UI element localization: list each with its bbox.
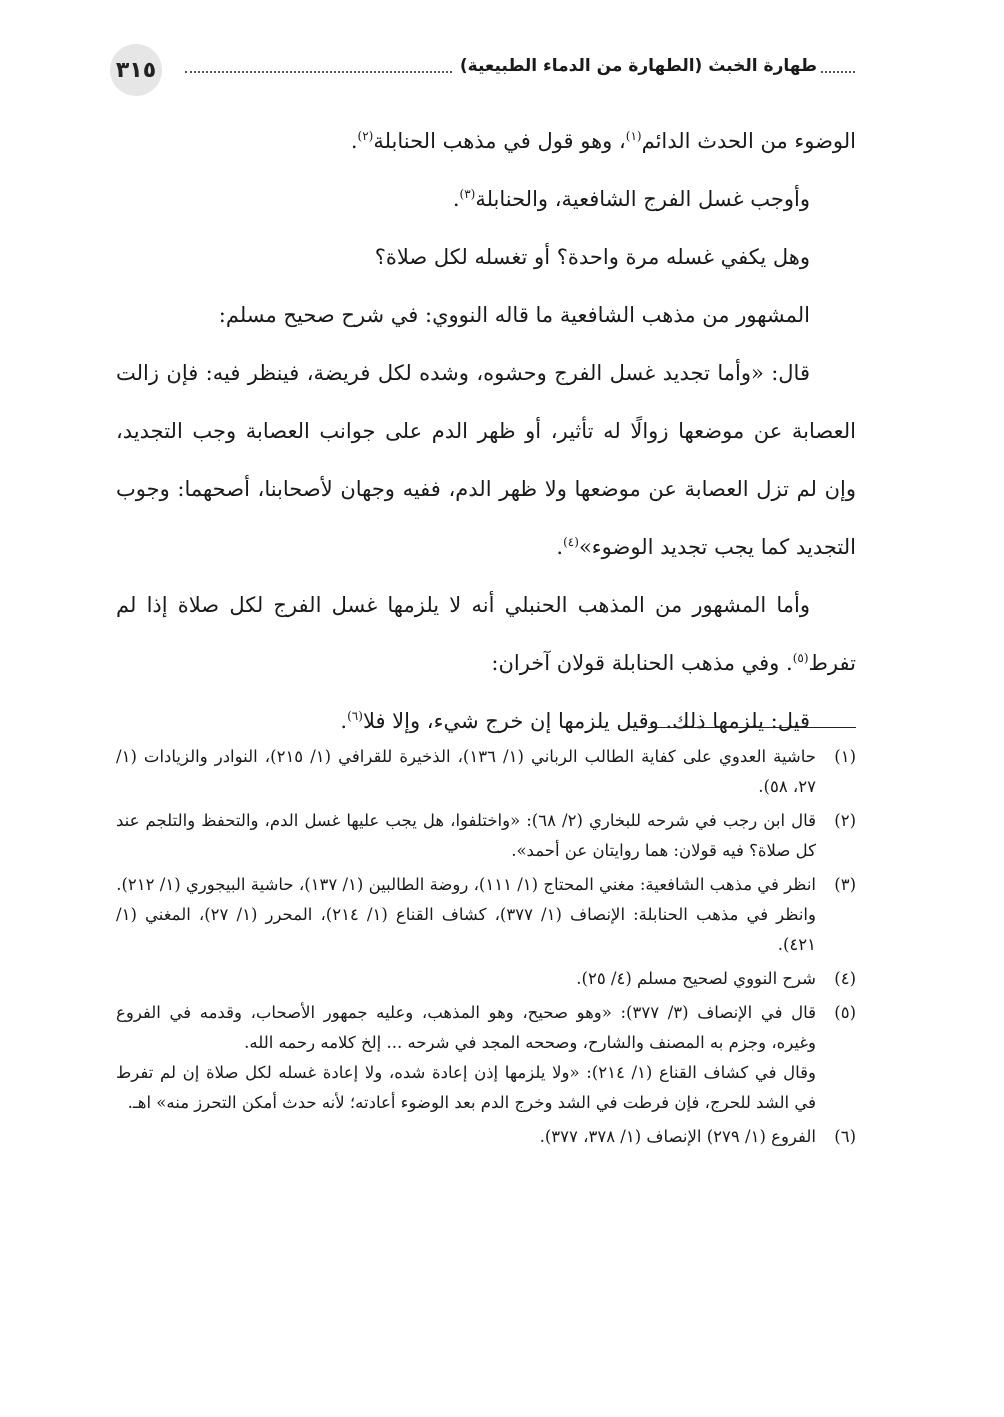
footnote-text: حاشية العدوي على كفاية الطالب الرباني (١/ ١٣٦)، الذخيرة للقرافي (١/ ٢١٥)، النوادر والزيادات (١/ ٢٧، ٥٨). bbox=[116, 747, 816, 796]
running-title bbox=[185, 56, 855, 76]
footnote-number: (٥) bbox=[834, 1003, 856, 1022]
footnote-ref-2: (٢) bbox=[357, 129, 374, 143]
footnote-number: (٤) bbox=[834, 969, 856, 988]
paragraph-7: قيل: يلزمها ذلك. وقيل يلزمها إن خرج شيء، وإلا فلا$^{(٦)}$. bbox=[340, 709, 810, 733]
footnote-number: (١) bbox=[834, 747, 856, 766]
paragraph-2: وأوجب غسل الفرج الشافعية، والحنابلة$^{(٣)}$. bbox=[452, 187, 810, 211]
footnote-ref-4: (٤) bbox=[563, 535, 579, 549]
footnote-text: قال في الإنصاف (٣/ ٣٧٧): «وهو صحيح، وهو المذهب، وعليه جمهور الأصحاب، وقدمه في الفروع وغيره، وجزم به المصنف والشارح، وصححه المجد في شرحه ... إلخ كلامه رحمه الله. bbox=[116, 1003, 816, 1052]
leader-dots-left bbox=[185, 59, 452, 73]
footnote-ref-3: (٣) bbox=[459, 187, 476, 201]
footnote-1 bbox=[116, 742, 856, 802]
footnote-number: (٢) bbox=[834, 811, 856, 830]
footnote-3 bbox=[116, 870, 856, 960]
footnote-text: الفروع (١/ ٢٧٩) الإنصاف (١/ ٣٧٨، ٣٧٧). bbox=[539, 1127, 816, 1146]
leader-dots-right bbox=[821, 59, 855, 73]
footnote-separator bbox=[648, 727, 856, 728]
paragraph-5: قال: «وأما تجديد غسل الفرج وحشوه، وشده لكل فريضة، فينظر فيه: فإن زالت العصابة عن موضعها زوالًا له تأثير، أو ظهر الدم على جوانب العصابة وجب التجديد، وإن لم تزل العصابة عن موضعها ولا ظهر الدم، ففيه وجهان لأصحابنا، أصحهما: وجوب التجديد كما يجب تجديد الوضوء»$^{(٤)}$. bbox=[116, 361, 856, 559]
footnote-text: وانظر في مذهب الحنابلة: الإنصاف (١/ ٣٧٧)، كشاف القناع (١/ ٢١٤)، المحرر (١/ ٢٧)، المغني (١/ ٤٢١). bbox=[116, 905, 816, 954]
footnote-ref-1: (١) bbox=[625, 129, 642, 143]
footnote-text: وقال في كشاف القناع (١/ ٢١٤): «ولا يلزمها إذن إعادة شده، ولا إعادة غسله لكل صلاة إن لم تفرط في الشد للحرج، فإن فرطت في الشد وخرج الدم بعد الوضوء أعادته؛ لأنه حدث أمكن التحرز منه» اهـ. bbox=[116, 1063, 816, 1112]
paragraph-3: وهل يكفي غسله مرة واحدة؟ أو تغسله لكل صلاة؟ bbox=[374, 245, 810, 269]
footnote-ref-6: (٦) bbox=[347, 709, 363, 723]
footnote-ref-5: (٥) bbox=[792, 651, 809, 665]
footnote-2 bbox=[116, 806, 856, 866]
running-title-text: طهارة الخبث (الطهارة من الدماء الطبيعية) bbox=[459, 56, 817, 76]
footnote-number: (٦) bbox=[834, 1127, 856, 1146]
main-text bbox=[116, 112, 856, 750]
footnotes bbox=[116, 742, 856, 1156]
paragraph-6: وأما المشهور من المذهب الحنبلي أنه لا يلزمها غسل الفرج لكل صلاة إذا لم تفرط$^{(٥)}$. وفي مذهب الحنابلة قولان آخران: bbox=[116, 593, 856, 675]
page-header bbox=[110, 44, 855, 96]
footnote-text: قال ابن رجب في شرحه للبخاري (٢/ ٦٨): «واختلفوا، هل يجب عليها غسل الدم، والتحفظ والتلجم عند كل صلاة؟ فيه قولان: هما روايتان عن أحمد». bbox=[116, 811, 816, 860]
paragraph-1: الوضوء من الحدث الدائم$^{(١)}$، وهو قول في مذهب الحنابلة$^{(٢)}$. bbox=[350, 129, 856, 153]
footnote-text: شرح النووي لصحيح مسلم (٤/ ٢٥). bbox=[576, 969, 816, 988]
paragraph-4: المشهور من مذهب الشافعية ما قاله النووي: في شرح صحيح مسلم: bbox=[218, 303, 810, 327]
footnote-number: (٣) bbox=[834, 875, 856, 894]
footnote-text: انظر في مذهب الشافعية: مغني المحتاج (١/ ١١١)، روضة الطالبين (١/ ١٣٧)، حاشية البيجوري (١/ ٢١٢). bbox=[116, 875, 816, 894]
footnote-4 bbox=[116, 964, 856, 994]
footnote-6 bbox=[116, 1122, 856, 1152]
page-number: ٣١٥ bbox=[110, 44, 162, 96]
footnote-5 bbox=[116, 998, 856, 1118]
